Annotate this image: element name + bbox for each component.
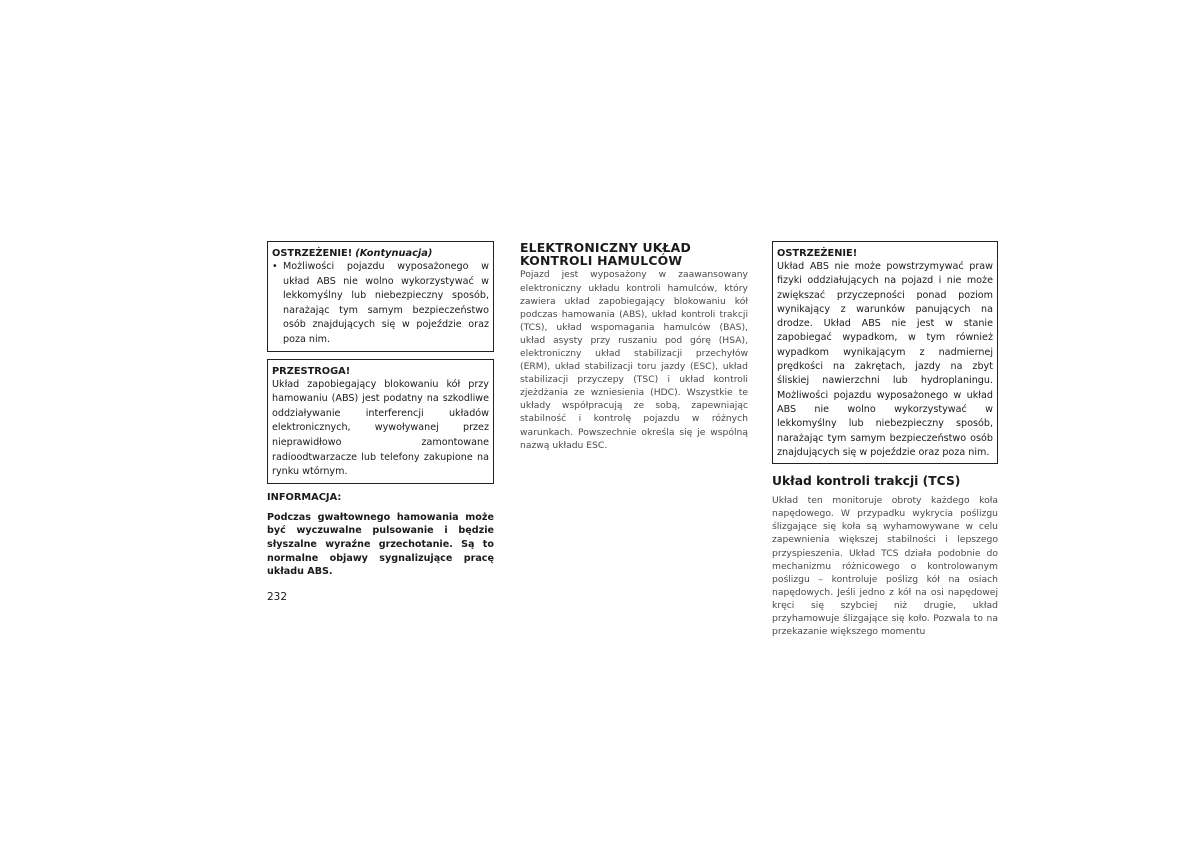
info-heading: INFORMACJA: — [267, 491, 342, 503]
bullet-marker: • — [272, 261, 278, 272]
section-title-line-2: KONTROLI HAMULCÓW — [520, 253, 683, 269]
continuation-label: (Kontynuacja) — [355, 248, 433, 259]
left-column — [267, 241, 494, 579]
info-text: Podczas gwałtownego hamowania może być wyczuwalne pulsowanie i będzie słyszalne wyraźne grzechotanie. Są to normalne objawy sygnalizujące pracę układu ABS. — [267, 511, 494, 578]
page-number: 232 — [267, 591, 288, 603]
caution-title: PRZESTROGA! — [272, 365, 351, 377]
section-title-line-1: ELEKTRONICZNY UKŁAD — [520, 240, 691, 255]
warning-bullet-item — [272, 260, 489, 348]
tcs-body-text: Układ ten monitoruje obroty każdego koła napędowego. W przypadku wykrycia poślizgu ślizgające się koła są wyhamowywane w celu zapewnienia większej stabilności i lepszego przyspieszenia. Układ TCS działa podobnie do mechanizmu różnicowego o kontrolowanym poślizgu – kontroluje poślizg kół na osiach napędowych. Jeśli jedno z kół na osi napędowej kręci się szybciej niż drugie, układ przyhamowuje ślizgające się koło. Pozwala to na przekazanie większego momentu — [772, 495, 998, 638]
abs-warning-text: Układ ABS nie może powstrzymywać praw fizyki oddziałujących na pojazd i nie może zwiększać przyczepności ponad poziom wynikający z warunków panujących na drodze. Układ ABS nie jest w stanie zapobiegać wypadkom, w tym również wypadkom wynikającym z nadmiernej prędkości na zakrętach, jazdy na zbyt śliskiej nawierzchni lub hydroplaningu. Możliwości pojazdu wyposażonego w układ ABS nie wolno wykorzystywać w lekkomyślny lub niebezpieczny sposób, narażając tym samym bezpieczeństwo osób znajdujących się w pojeździe oraz poza nim. — [777, 261, 993, 458]
caution-box — [267, 359, 494, 484]
warning-title: OSTRZEŻENIE! — [272, 248, 353, 259]
abs-warning-title: OSTRZEŻENIE! — [777, 248, 858, 259]
abs-warning-box — [772, 241, 998, 464]
warning-bullet-text: Możliwości pojazdu wyposażonego w układ ABS nie wolno wykorzystywać w lekkomyślny lub niebezpieczny sposób, narażając tym samym bezpieczeństwo osób znajdujących się w pojeździe oraz poza nim. — [283, 261, 489, 345]
caution-text: Układ zapobiegający blokowaniu kół przy hamowaniu (ABS) jest podatny na szkodliwe oddziaływanie interferencji układów elektronicznych, wywoływanej przez nieprawidłowo zamontowane radioodtwarzacze lub telefony zakupione na rynku wtórnym. — [272, 378, 489, 478]
tcs-subtitle: Układ kontroli trakcji (TCS) — [772, 474, 961, 489]
section-title — [520, 241, 748, 267]
right-column — [772, 241, 998, 638]
warning-continuation-title — [272, 247, 489, 260]
middle-column — [520, 241, 748, 452]
warning-continuation-box — [267, 241, 494, 352]
section-body-text: Pojazd jest wyposażony w zaawansowany elektroniczny układu kontroli hamulców, który zawiera układ zapobiegający blokowaniu kół podczas hamowania (ABS), układ kontroli trakcji (TCS), układ wspomagania hamulców (BAS), układ asysty przy ruszaniu pod górę (HSA), elektroniczny układ stabilizacji przechyłów (ERM), układ stabilizacji toru jazdy (ESC), układ stabilizacji przyczepy (TSC) i układ kontroli zjeżdżania ze wzniesienia (HDC). Wszystkie te układy współpracują ze sobą, zapewniając stabilność i kontrolę pojazdu w różnych warunkach. Powszechnie określa się je wspólną nazwą układu ESC. — [520, 269, 748, 451]
